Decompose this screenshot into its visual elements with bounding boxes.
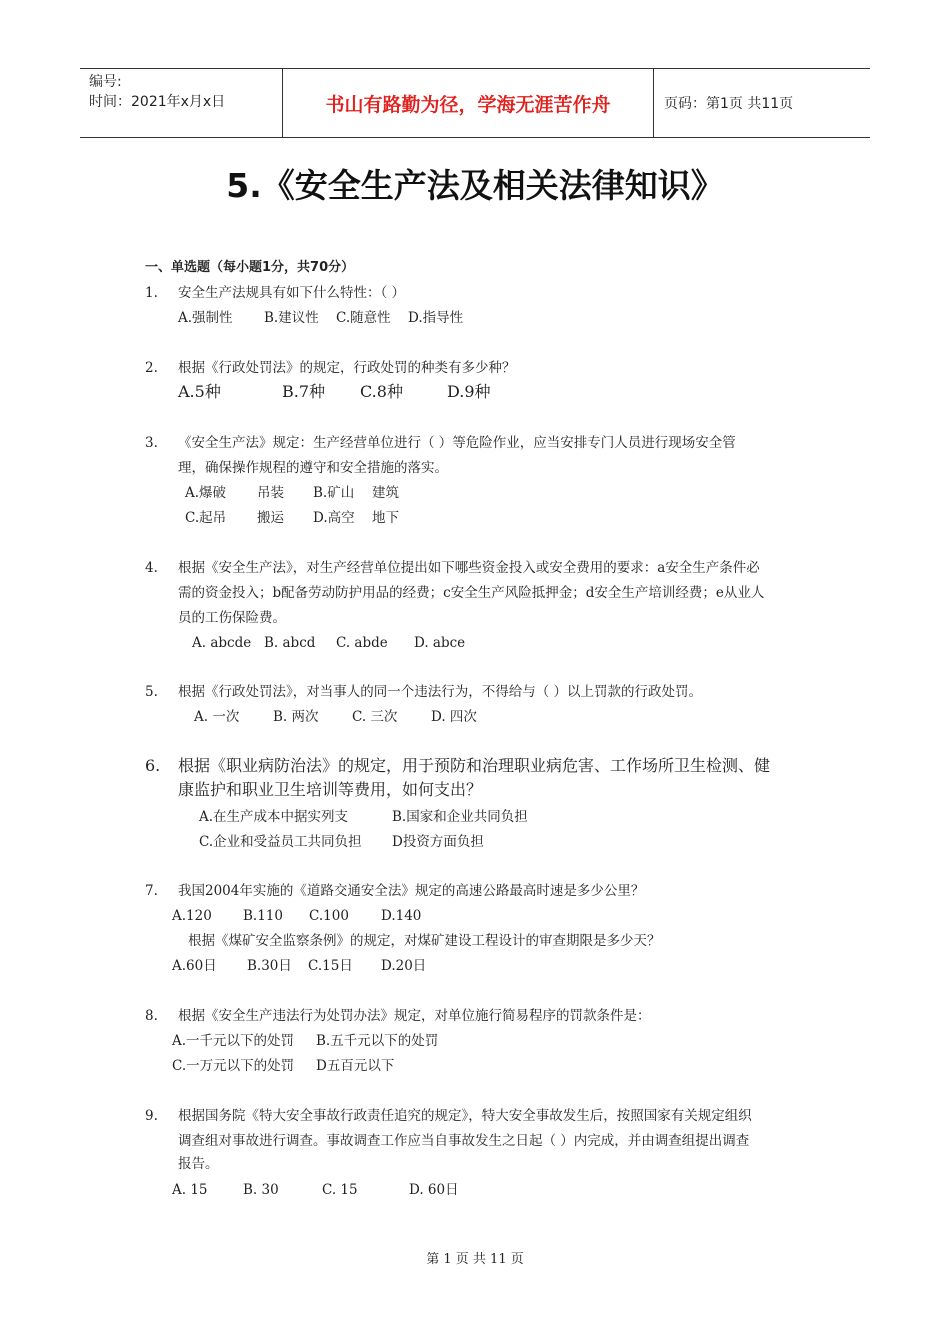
option: C. abde: [336, 635, 388, 651]
option: D.高空: [313, 510, 355, 526]
option: A. 15: [172, 1182, 208, 1198]
question-text: 我国2004年实施的《道路交通安全法》规定的高速公路最高时速是多少公里？: [178, 883, 645, 899]
option: A.在生产成本中据实列支: [199, 809, 349, 825]
option: D. abce: [414, 635, 466, 651]
question-text: 根据《安全生产法》，对生产经营单位提出如下哪些资金投入或安全费用的要求：a安全生产条件必: [178, 560, 760, 576]
option: B.矿山: [313, 485, 355, 501]
option: A.60日: [172, 958, 217, 974]
question-text: 根据《煤矿安全监察条例》的规定，对煤矿建设工程设计的审查期限是多少天？: [188, 933, 661, 949]
time-label: 时间：2021年x月x日: [89, 94, 226, 110]
option: B. abcd: [264, 635, 316, 651]
question-number: 6.: [145, 756, 161, 775]
question-number: 5.: [145, 684, 158, 700]
option: D.140: [381, 908, 422, 924]
option: D. 四次: [431, 709, 477, 725]
option: B.建议性: [264, 310, 319, 326]
option: D五百元以下: [316, 1058, 395, 1074]
header-meta: [80, 69, 282, 137]
question-text: 需的资金投入；b配备劳动防护用品的经费；c安全生产风险抵押金；d安全生产培训经费；e从业人: [178, 585, 765, 601]
option: D.20日: [381, 958, 427, 974]
option: 搬运: [257, 510, 284, 526]
option: D. 60日: [409, 1182, 459, 1198]
option: D.指导性: [408, 310, 464, 326]
question-text: 调查组对事故进行调查。事故调查工作应当自事故发生之日起（ ）内完成，并由调查组提出调查: [178, 1133, 750, 1149]
question-number: 2.: [145, 360, 158, 376]
question-text: 《安全生产法》规定：生产经营单位进行（ ）等危险作业，应当安排专门人员进行现场安全管: [178, 435, 736, 451]
option: B.7种: [282, 382, 326, 401]
option: 地下: [372, 510, 399, 526]
option: C.一万元以下的处罚: [172, 1058, 295, 1074]
question-text: 康监护和职业卫生培训等费用，如何支出？: [178, 780, 483, 799]
section-heading: 一、单选题（每小题1分，共70分）: [145, 260, 355, 275]
option: A. abcde: [192, 635, 252, 651]
page-title: 5.《安全生产法及相关法律知识》: [226, 166, 724, 205]
option: A.120: [172, 908, 212, 924]
option: A.爆破: [185, 485, 227, 501]
option: C. 三次: [352, 709, 398, 725]
header-page-info: 页码：第1页 共11页: [664, 96, 794, 112]
option: B.30日: [247, 958, 292, 974]
option: 吊装: [257, 485, 284, 501]
question-text: 根据《行政处罚法》的规定，行政处罚的种类有多少种？: [178, 360, 516, 376]
number-label: 编号:: [89, 74, 122, 90]
option: B.110: [243, 908, 283, 924]
option: A.5种: [178, 382, 221, 401]
question-text: 理，确保操作规程的遵守和安全措施的落实。: [178, 460, 448, 476]
question-number: 4.: [145, 560, 158, 576]
option: B.五千元以下的处罚: [316, 1033, 439, 1049]
page-footer: 第 1 页 共 11 页: [426, 1252, 524, 1267]
option: D投资方面负担: [392, 834, 484, 850]
option: 建筑: [372, 485, 399, 501]
option: B. 30: [243, 1182, 279, 1198]
option: C.15日: [308, 958, 353, 974]
question-number: 9.: [145, 1108, 158, 1124]
question-text: 根据国务院《特大安全事故行政责任追究的规定》，特大安全事故发生后，按照国家有关规定组织: [178, 1108, 752, 1124]
question-text: 根据《职业病防治法》的规定，用于预防和治理职业病危害、工作场所卫生检测、健: [178, 756, 771, 775]
question-text: 根据《行政处罚法》，对当事人的同一个违法行为，不得给与（ ）以上罚款的行政处罚。: [178, 684, 703, 700]
option: D.9种: [447, 382, 491, 401]
question-number: 3.: [145, 435, 158, 451]
option: C.100: [309, 908, 349, 924]
option: A. 一次: [194, 709, 240, 725]
option: C. 15: [322, 1182, 358, 1198]
question-number: 7.: [145, 883, 158, 899]
option: B. 两次: [273, 709, 319, 725]
option: C.起吊: [185, 510, 227, 526]
question-text: 安全生产法规具有如下什么特性：（ ）: [178, 285, 406, 301]
question-text: 员的工伤保险费。: [178, 610, 286, 626]
option: A.强制性: [178, 310, 233, 326]
option: B.国家和企业共同负担: [392, 809, 528, 825]
question-text: 根据《安全生产违法行为处罚办法》规定，对单位施行简易程序的罚款条件是：: [178, 1008, 651, 1024]
option: A.一千元以下的处罚: [172, 1033, 295, 1049]
option: C.8种: [360, 382, 403, 401]
option: C.企业和受益员工共同负担: [199, 834, 362, 850]
question-text: 报告。: [178, 1156, 219, 1172]
header-motto: 书山有路勤为径，学海无涯苦作舟: [282, 69, 654, 137]
question-number: 1.: [145, 285, 158, 301]
question-number: 8.: [145, 1008, 158, 1024]
document-header: [80, 68, 870, 138]
option: C.随意性: [336, 310, 391, 326]
